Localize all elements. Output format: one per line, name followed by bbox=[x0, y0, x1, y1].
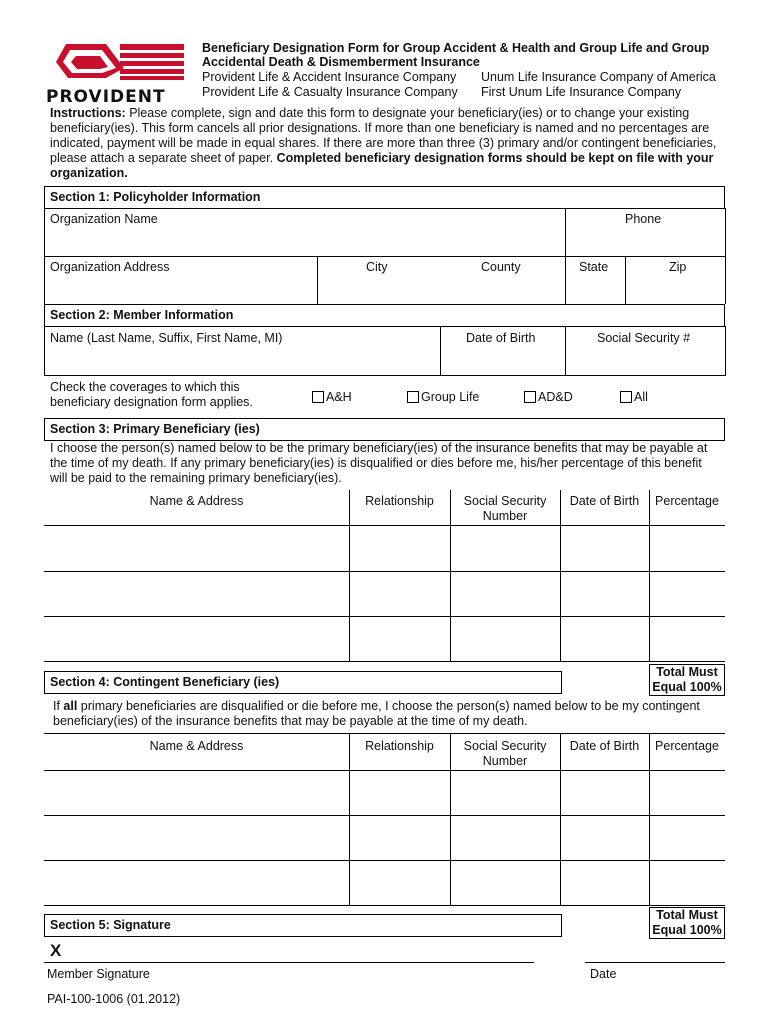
section2-title: Section 2: Member Information bbox=[44, 304, 725, 327]
member-signature-label: Member Signature bbox=[47, 967, 150, 981]
form-title-line1: Beneficiary Designation Form for Group Accident & Health and Group Life and Group bbox=[202, 41, 710, 55]
contingent-col-ssn: Social Security Number bbox=[463, 739, 547, 768]
contingent-col-percentage: Percentage bbox=[655, 739, 719, 753]
company-right-2: First Unum Life Insurance Company bbox=[481, 85, 682, 99]
contingent-row-1-name-cell[interactable] bbox=[44, 771, 349, 814]
org-address-field[interactable]: Organization Address bbox=[50, 260, 170, 274]
coverage-all-label: All bbox=[634, 390, 648, 404]
county-field[interactable]: County bbox=[481, 260, 521, 274]
phone-field[interactable]: Phone bbox=[625, 212, 662, 226]
instructions-label: Instructions: bbox=[50, 106, 126, 120]
coverage-instruction-2: beneficiary designation form applies. bbox=[50, 395, 253, 409]
date-label: Date bbox=[590, 967, 617, 981]
company-left-2: Provident Life & Casualty Insurance Company bbox=[202, 85, 458, 99]
checkbox-icon[interactable] bbox=[407, 391, 419, 403]
city-field[interactable]: City bbox=[366, 260, 388, 274]
logo-wordmark: PROVIDENT bbox=[46, 87, 166, 107]
primary-row-2-name-cell[interactable] bbox=[44, 572, 349, 615]
instructions-bold-text: Completed beneficiary designation forms should be kept on file with your organization. bbox=[50, 151, 714, 180]
zip-field[interactable]: Zip bbox=[669, 260, 687, 274]
contingent-total-box: Total Must Equal 100% bbox=[649, 907, 725, 939]
coverage-instruction-1: Check the coverages to which this bbox=[50, 380, 240, 394]
member-signature-input[interactable] bbox=[44, 944, 534, 962]
instructions-text: Please complete, sign and date this form to designate your beneficiary(ies) or to change your existing beneficiary(ies). This form cancels all prior designations. If more than one beneficiary is named and no percentages are indicated, payment will be made in equal shares. If there are more than three (3) primary and/or contingent beneficiaries, please attach a separate sheet of paper. bbox=[50, 106, 717, 165]
section4-title: Section 4: Contingent Beneficiary (ies) bbox=[44, 671, 562, 694]
section3-title: Section 3: Primary Beneficiary (ies) bbox=[44, 418, 725, 441]
section3-text: I choose the person(s) named below to be the primary beneficiary(ies) of the insurance benefits that may be payable at the time of my death. If any primary beneficiary(ies) is disqualified or dies before me, his/her percentage of this benefit will be paid to the remaining primary beneficiary(ies). bbox=[50, 441, 708, 485]
form-title-line2: Accidental Death & Dismemberment Insurance bbox=[202, 55, 480, 69]
coverage-add-checkbox[interactable] bbox=[524, 390, 573, 405]
org-name-field[interactable]: Organization Name bbox=[50, 212, 158, 226]
company-left-1: Provident Life & Accident Insurance Company bbox=[202, 70, 457, 84]
state-field[interactable]: State bbox=[579, 260, 609, 274]
coverage-ah-label: A&H bbox=[326, 390, 352, 404]
provident-logo bbox=[46, 40, 188, 107]
contingent-col-dob: Date of Birth bbox=[569, 739, 640, 753]
instructions-block bbox=[50, 106, 725, 181]
coverage-group-life-label: Group Life bbox=[421, 390, 480, 404]
coverage-add-label: AD&D bbox=[538, 390, 573, 404]
coverage-ah-checkbox[interactable] bbox=[312, 390, 352, 405]
primary-row-3-name-cell[interactable] bbox=[44, 617, 349, 660]
coverage-group-life-checkbox[interactable] bbox=[407, 390, 479, 405]
member-name-field[interactable]: Name (Last Name, Suffix, First Name, MI) bbox=[50, 331, 283, 345]
contingent-col-name: Name & Address bbox=[149, 739, 244, 753]
section4-text: If all primary beneficiaries are disqualified or die before me, I choose the person(s) named below to be my contingent beneficiary(ies) of the insurance benefits that may be payable at the time of my death. bbox=[53, 699, 700, 728]
checkbox-icon[interactable] bbox=[524, 391, 536, 403]
member-ssn-field[interactable]: Social Security # bbox=[597, 331, 691, 345]
flag-building-logo-icon bbox=[46, 40, 188, 82]
primary-col-relationship: Relationship bbox=[365, 494, 434, 508]
primary-col-ssn: Social Security Number bbox=[463, 494, 547, 523]
primary-total-box: Total Must Equal 100% bbox=[649, 664, 725, 696]
checkbox-icon[interactable] bbox=[312, 391, 324, 403]
signature-date-input[interactable] bbox=[585, 944, 725, 962]
form-number: PAI-100-1006 (01.2012) bbox=[47, 992, 181, 1006]
checkbox-icon[interactable] bbox=[620, 391, 632, 403]
primary-col-percentage: Percentage bbox=[655, 494, 719, 508]
company-right-1: Unum Life Insurance Company of America bbox=[481, 70, 716, 84]
member-dob-field[interactable]: Date of Birth bbox=[466, 331, 536, 345]
contingent-row-2-name-cell[interactable] bbox=[44, 816, 349, 859]
contingent-col-relationship: Relationship bbox=[365, 739, 434, 753]
contingent-row-3-name-cell[interactable] bbox=[44, 861, 349, 904]
primary-row-1-name-cell[interactable] bbox=[44, 526, 349, 570]
section5-title: Section 5: Signature bbox=[44, 914, 562, 937]
section1-title: Section 1: Policyholder Information bbox=[44, 186, 725, 209]
signature-x-mark: X bbox=[50, 941, 62, 960]
coverage-all-checkbox[interactable] bbox=[620, 390, 648, 405]
primary-col-dob: Date of Birth bbox=[569, 494, 640, 508]
primary-col-name: Name & Address bbox=[149, 494, 244, 508]
